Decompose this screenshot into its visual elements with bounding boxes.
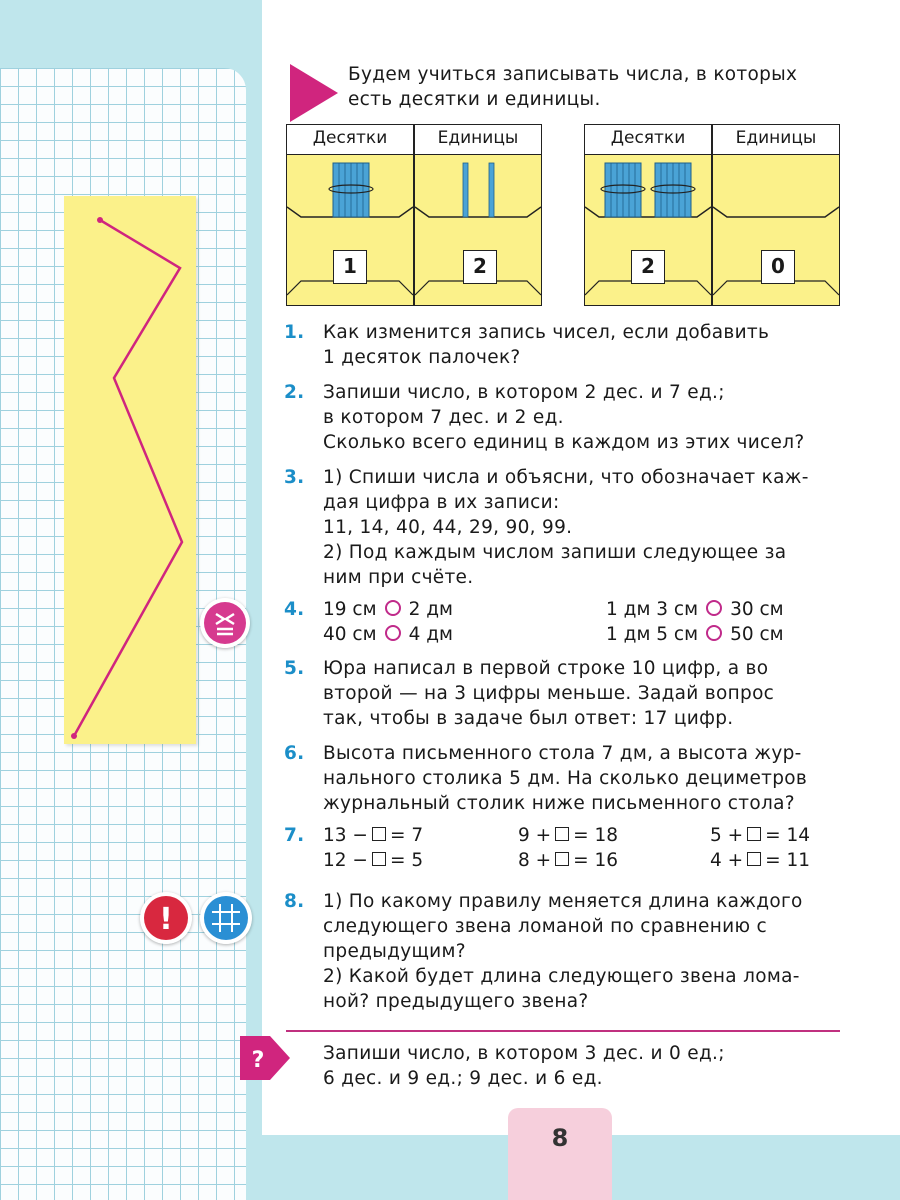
compare-right: 4 дм	[408, 624, 453, 645]
blank-square[interactable]	[747, 852, 761, 866]
task-line: журнальный столик ниже письменного стола?	[323, 793, 795, 814]
bonus-line: Запиши число, в котором 3 дес. и 0 ед.;	[323, 1043, 725, 1064]
task-number: 7.	[284, 825, 305, 846]
task-line: 11, 14, 40, 44, 29, 90, 99.	[323, 517, 573, 538]
eq-right: = 11	[765, 850, 811, 871]
question-tab-icon	[240, 1036, 290, 1080]
task-number: 2.	[284, 382, 305, 403]
ten-stick-bundle	[601, 163, 645, 217]
compare-row	[323, 622, 453, 647]
play-arrow-icon	[290, 64, 338, 122]
compare-circle[interactable]	[385, 600, 401, 616]
intro-line: Будем учиться записывать числа, в которых	[348, 64, 798, 85]
blank-square[interactable]	[747, 827, 761, 841]
eq-right: = 14	[765, 825, 811, 846]
units-digit-box: 2	[463, 250, 497, 284]
task-number: 1.	[284, 322, 305, 343]
task-line: следующего звена ломаной по сравнению с	[323, 916, 767, 937]
compare-circle[interactable]	[385, 625, 401, 641]
svg-text:!: !	[159, 902, 173, 937]
task-number: 8.	[284, 891, 305, 912]
ten-stick-bundle	[651, 163, 695, 217]
units-label: Единицы	[735, 128, 817, 148]
task-line: Высота письменного стола 7 дм, а высота жур-	[323, 743, 802, 764]
bonus-task	[284, 1041, 840, 1091]
blank-square[interactable]	[555, 827, 569, 841]
compare-left: 1 дм 3 см	[606, 599, 699, 620]
intro-text	[348, 62, 840, 112]
task-line: так, чтобы в задаче был ответ: 17 цифр.	[323, 708, 734, 729]
tens-digit-box: 2	[631, 250, 665, 284]
task-1	[284, 320, 840, 370]
page-number-tab	[508, 1108, 612, 1200]
equation	[518, 848, 618, 873]
task-line: 1) По какому правилу меняется длина каждого	[323, 891, 803, 912]
blank-square[interactable]	[372, 827, 386, 841]
units-digit-box: 0	[761, 250, 795, 284]
compare-row	[606, 622, 784, 647]
compare-row	[606, 597, 784, 622]
task-6	[284, 741, 840, 816]
eq-left: 12 −	[323, 850, 368, 871]
sticks-illustration	[287, 155, 541, 305]
task-5	[284, 656, 840, 731]
place-value-box-2	[584, 124, 840, 306]
eq-right: = 18	[573, 825, 619, 846]
task-8	[284, 889, 840, 1014]
compare-right: 50 см	[730, 624, 784, 645]
task-line: дая цифра в их записи:	[323, 492, 560, 513]
sticks-illustration	[585, 155, 839, 305]
task-number: 4.	[284, 599, 305, 620]
eq-left: 8 +	[518, 850, 552, 871]
tens-label: Десятки	[312, 128, 388, 148]
svg-text:?: ?	[251, 1048, 265, 1073]
eq-left: 4 +	[710, 850, 744, 871]
eq-left: 13 −	[323, 825, 368, 846]
task-line: в котором 7 дес. и 2 ед.	[323, 407, 564, 428]
task-line: нального столика 5 дм. На сколько дециметров	[323, 768, 808, 789]
task-line: Юра написал в первой строке 10 цифр, а во	[323, 658, 769, 679]
place-value-box-1	[286, 124, 542, 306]
eq-right: = 5	[389, 850, 424, 871]
intro-line: есть десятки и единицы.	[348, 89, 601, 110]
eq-left: 9 +	[518, 825, 552, 846]
task-number: 6.	[284, 743, 305, 764]
task-line: 1) Спиши числа и объясни, что обозначает каж-	[323, 467, 809, 488]
ten-stick-bundle	[329, 163, 373, 217]
tens-label: Десятки	[610, 128, 686, 148]
task-number: 3.	[284, 467, 305, 488]
task-2	[284, 380, 840, 455]
units-label: Единицы	[437, 128, 519, 148]
section-divider	[286, 1030, 840, 1032]
important-icon	[140, 892, 192, 944]
zigzag-polyline	[64, 196, 196, 744]
task-3	[284, 465, 840, 590]
page-number: 8	[551, 1124, 569, 1152]
compare-left: 19 см	[323, 599, 377, 620]
task-line: предыдущим?	[323, 941, 466, 962]
task-line: ной? предыдущего звена?	[323, 991, 589, 1012]
compare-left: 1 дм 5 см	[606, 624, 699, 645]
compare-left: 40 см	[323, 624, 377, 645]
equation	[518, 823, 618, 848]
bonus-line: 6 дес. и 9 ед.; 9 дес. и 6 ед.	[323, 1068, 603, 1089]
compare-row	[323, 597, 453, 622]
task-line: 1 десяток палочек?	[323, 347, 521, 368]
compare-right: 30 см	[730, 599, 784, 620]
task-line: второй — на 3 цифры меньше. Задай вопрос	[323, 683, 775, 704]
equation	[710, 823, 810, 848]
compare-right: 2 дм	[408, 599, 453, 620]
task-number: 5.	[284, 658, 305, 679]
task-line: Сколько всего единиц в каждом из этих чисел?	[323, 432, 805, 453]
task-line: 2) Какой будет длина следующего звена лома-	[323, 966, 800, 987]
tens-digit-box: 1	[333, 250, 367, 284]
grid-icon	[200, 892, 252, 944]
eq-right: = 7	[389, 825, 424, 846]
equation	[323, 848, 423, 873]
task-line: Запиши число, в котором 2 дес. и 7 ед.;	[323, 382, 725, 403]
compare-circle[interactable]	[706, 625, 722, 641]
task-line: 2) Под каждым числом запиши следующее за	[323, 542, 787, 563]
equation	[710, 848, 810, 873]
compare-circle[interactable]	[706, 600, 722, 616]
eq-left: 5 +	[710, 825, 744, 846]
task-line: ним при счёте.	[323, 567, 474, 588]
compare-icon	[200, 598, 250, 648]
equation	[323, 823, 423, 848]
blank-square[interactable]	[555, 852, 569, 866]
task-line: Как изменится запись чисел, если добавить	[323, 322, 770, 343]
blank-square[interactable]	[372, 852, 386, 866]
eq-right: = 16	[573, 850, 619, 871]
